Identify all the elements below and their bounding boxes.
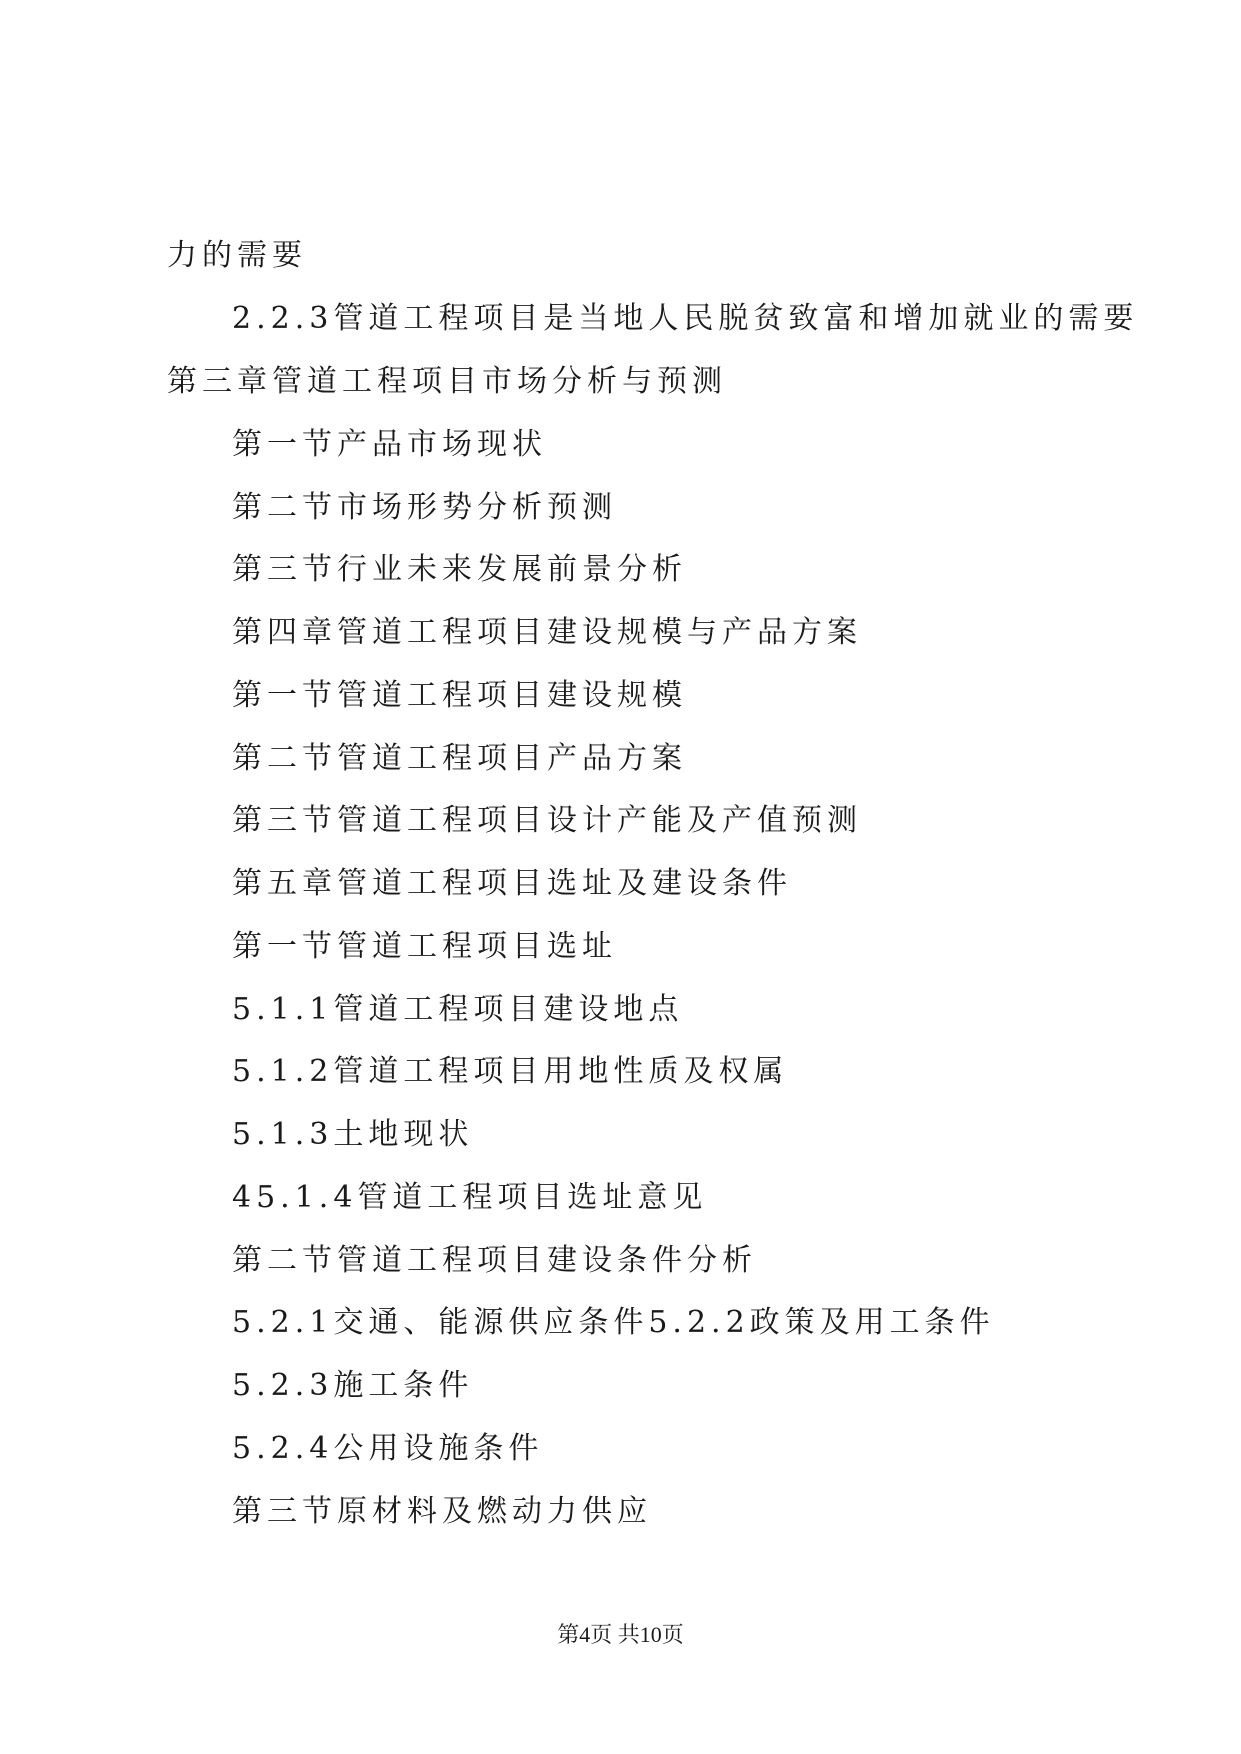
- subsection-heading: 5.2.3施工条件: [232, 1368, 474, 1403]
- section-heading: 第三节原材料及燃动力供应: [232, 1494, 652, 1529]
- section-heading: 第二节管道工程项目建设条件分析: [232, 1243, 757, 1278]
- subsection-heading: 5.2.4公用设施条件: [232, 1431, 544, 1466]
- subsection-heading: 45.1.4管道工程项目选址意见: [232, 1180, 708, 1215]
- section-heading: 第三节行业未来发展前景分析: [232, 552, 687, 587]
- page-footer: 第4页 共10页: [557, 1622, 684, 1647]
- section-heading: 第二节管道工程项目产品方案: [232, 741, 687, 776]
- chapter-heading: 第三章管道工程项目市场分析与预测: [167, 364, 727, 399]
- section-heading: 第一节产品市场现状: [232, 427, 547, 462]
- text-line: 力的需要: [167, 238, 307, 273]
- chapter-heading: 第五章管道工程项目选址及建设条件: [232, 866, 792, 901]
- subsection-heading: 5.1.1管道工程项目建设地点: [232, 992, 684, 1027]
- section-heading: 第三节管道工程项目设计产能及产值预测: [232, 803, 862, 838]
- section-heading: 第一节管道工程项目选址: [232, 929, 617, 964]
- section-heading: 2.2.3管道工程项目是当地人民脱贫致富和增加就业的需要: [232, 301, 1139, 336]
- subsection-heading: 5.1.3土地现状: [232, 1117, 474, 1152]
- subsection-heading: 5.2.1交通、能源供应条件5.2.2政策及用工条件: [232, 1305, 995, 1340]
- section-heading: 第一节管道工程项目建设规模: [232, 678, 687, 713]
- chapter-heading: 第四章管道工程项目建设规模与产品方案: [232, 615, 862, 650]
- subsection-heading: 5.1.2管道工程项目用地性质及权属: [232, 1054, 789, 1089]
- section-heading: 第二节市场形势分析预测: [232, 490, 617, 525]
